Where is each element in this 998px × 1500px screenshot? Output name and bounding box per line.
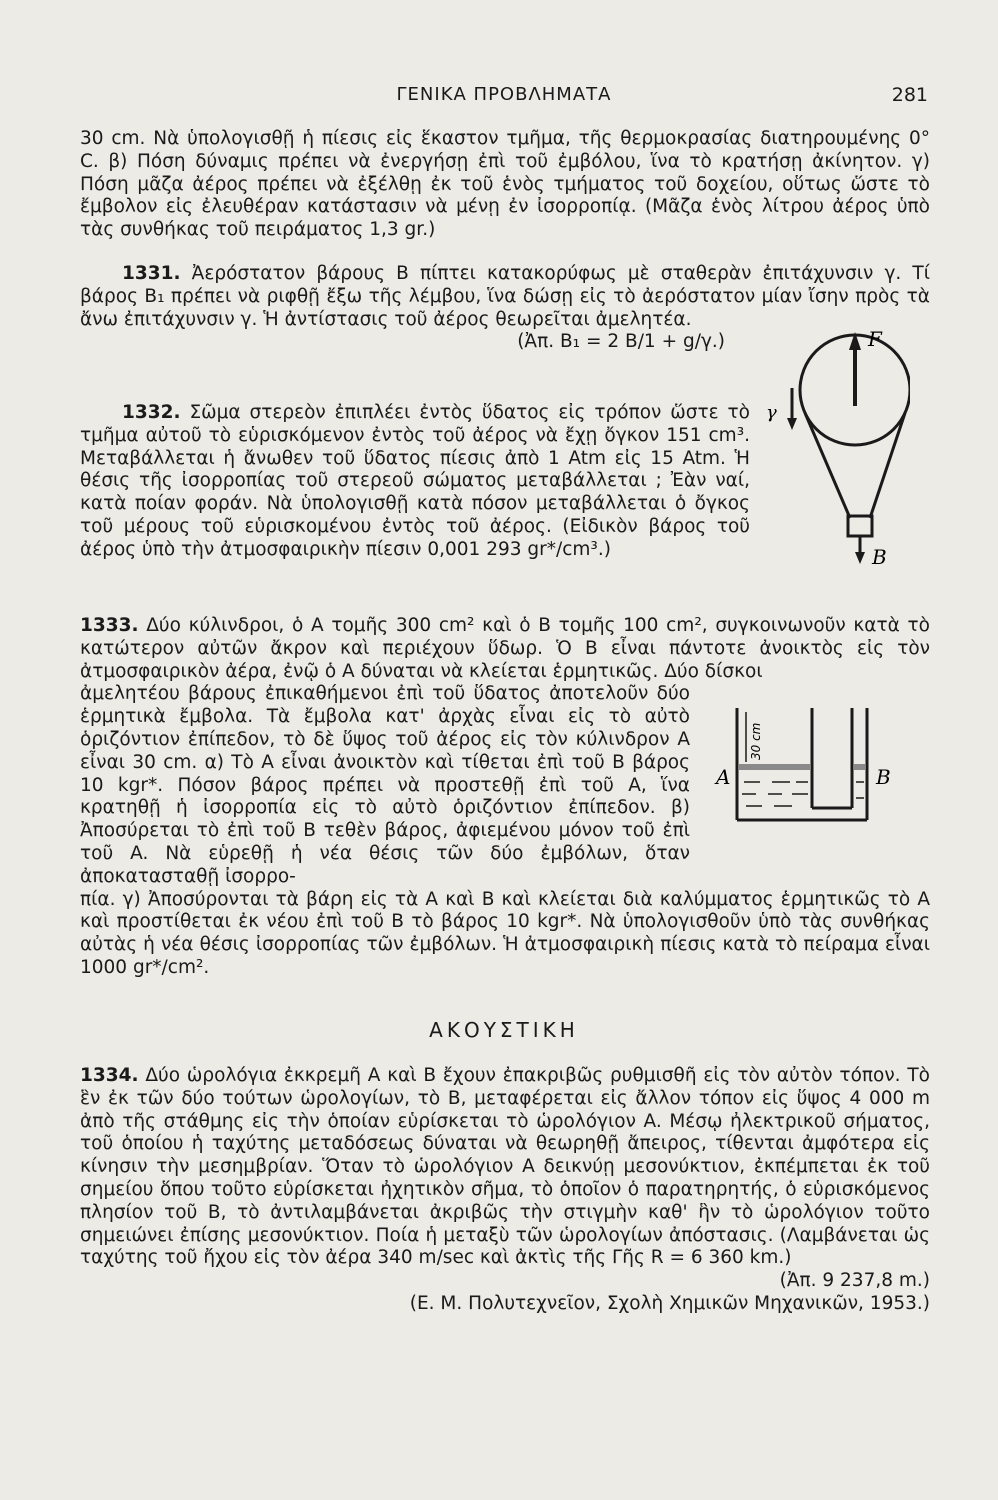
section-title: ΑΚΟΥΣΤΙΚΗ bbox=[429, 1018, 579, 1042]
cylinders-figure bbox=[712, 700, 912, 850]
water-lines bbox=[742, 782, 864, 806]
force-label: F bbox=[868, 327, 882, 351]
problem-number: 1334. bbox=[80, 1065, 139, 1086]
label-a: A bbox=[716, 765, 731, 789]
problem-1333-paragraph-bottom: πία. γ) Ἀποσύρονται τὰ βάρη εἰς τὰ A καὶ B καὶ κλείεται διὰ καλύμματος ἑρμητικῶς τὸ A καὶ προστίθεται ἐκ νέου ἐπὶ τοῦ B τὸ βάρος 10 kgr*. Νὰ ὑπολογισθοῦν ὑπὸ τὰς συνθήκας αὐτὰς ἡ νέα θέσις ἰσορροπίας τῶν ἐμβόλων. Ἡ ἀτμοσφαιρικὴ πίεσις κατὰ τὸ πείραμα εἶναι 1000 gr*/cm². bbox=[80, 888, 930, 978]
rope-left bbox=[805, 413, 850, 518]
piston-a bbox=[739, 764, 810, 770]
problem-1332-paragraph bbox=[80, 402, 750, 562]
problem-1334 bbox=[80, 1065, 930, 1316]
height-label: 30 cm bbox=[749, 722, 763, 760]
weight-arrow-head bbox=[855, 552, 865, 564]
answer: (Ἀπ. 9 237,8 m.) bbox=[779, 1270, 930, 1292]
rope-right bbox=[870, 413, 905, 518]
basket bbox=[848, 516, 872, 536]
page-number: 281 bbox=[891, 84, 928, 106]
continuation-text bbox=[80, 128, 930, 242]
continuation-paragraph: 30 cm. Νὰ ὑπολογισθῇ ἡ πίεσις εἰς ἕκαστον τμῆμα, τῆς θερμοκρασίας διατηρουμένης 0° C. β) Πόση δύναμις πρέπει νὰ ἐνεργήσῃ ἐπὶ τοῦ ἐμβόλου, ἵνα τὸ κρατήσῃ ἀκίνητον. γ) Πόση μᾶζα ἀέρος πρέπει νὰ ἐξέλθῃ ἐκ τοῦ ἑνὸς τμήματος τοῦ δοχείου, οὕτως ὥστε τὸ ἔμβολον εἰς ἐλευθέραν κατάστασιν νὰ μένῃ ἐν ἰσορροπίᾳ. (Μᾶζα ἑνὸς λίτρου ἀέρος ὑπὸ τὰς συνθήκας τοῦ πειράματος 1,3 gr.) bbox=[80, 128, 930, 241]
answer: (Ἀπ. B₁ = 2 B/1 + g/γ.) bbox=[517, 331, 725, 353]
problem-text: Ἀερόστατον βάρους B πίπτει κατακορύφως μὲ σταθερὰν ἐπιτάχυνσιν γ. Τί βάρος B₁ πρέπει νὰ ριφθῇ ἔξω τῆς λέμβου, ἵνα δώσῃ εἰς τὸ ἀερόστατον μίαν ἴσην πρὸς τὰ ἄνω ἐπιτάχυνσιν γ. Ἡ ἀντίστασις τοῦ ἀέρος θεωρεῖται ἀμελητέα. bbox=[80, 263, 930, 330]
weight-label: B bbox=[872, 545, 887, 569]
problem-1333-paragraph-left: ἀμελητέου βάρους ἐπικαθήμενοι ἐπὶ τοῦ ὕδατος ἀποτελοῦν δύο ἑρμητικὰ ἔμβολα. Τὰ ἔμβολα κατ' ἀρχὰς εἶναι εἰς τὸ αὐτὸ ὁριζόντιον ἐπίπεδον, τὸ δὲ ὕψος τοῦ ἀέρος εἰς τὸν κύλινδρον A εἶναι 30 cm. α) Τὸ A εἶναι ἀνοικτὸν καὶ τίθεται ἐπὶ τοῦ B βάρος 10 kgr*. Πόσον βάρος πρέπει νὰ προστεθῇ ἐπὶ τοῦ A, ἵνα κρατηθῇ ἡ ἰσορροπία εἰς τὸ αὐτὸ ὁριζόντιον ἐπίπεδον. β) Ἀποσύρεται τὸ ἐπὶ τοῦ B τεθὲν βάρος, ἀφιεμένου μόνον τοῦ ἐπὶ τοῦ A. Νὰ εὑρεθῇ ἡ νέα θέσις τῶν δύο ἐμβόλων, ὅταν ἀποκατασταθῇ ἰσορρο- bbox=[80, 683, 690, 887]
accel-label: γ bbox=[766, 402, 777, 423]
page-header bbox=[80, 84, 928, 112]
problem-1334-paragraph bbox=[80, 1065, 930, 1270]
problem-1332 bbox=[80, 402, 750, 562]
problem-text: Δύο κύλινδροι, ὁ A τομῆς 300 cm² καὶ ὁ B τομῆς 100 cm², συγκοινωνοῦν κατὰ τὸ κατώτερον αὐτῶν ἄκρον καὶ περιέχουν ὕδωρ. Ὁ B εἶναι πάντοτε ἀνοικτὸς εἰς τὸν ἀτμοσφαιρικὸν ἀέρα, ἐνῷ ὁ A δύναται νὰ κλείεται ἑρμητικῶς. Δύο δίσκοι bbox=[80, 615, 930, 682]
problem-text: Σῶμα στερεὸν ἐπιπλέει ἐντὸς ὕδατος εἰς τρόπον ὥστε τὸ τμῆμα αὐτοῦ τὸ εὑρισκόμενον ἐντὸς τοῦ ἀέρος νὰ ἔχῃ ὄγκον 151 cm³. Μεταβάλλεται ἡ ἄνωθεν τοῦ ὕδατος πίεσις ἀπὸ 1 Atm εἰς 15 Atm. Ἡ θέσις τῆς ἰσορροπίας τοῦ στερεοῦ σώματος μεταβάλλεται ; Ἐὰν ναί, κατὰ ποίαν φοράν. Νὰ ὑπολογισθῇ κατὰ πόσον μεταβάλλεται ὁ ὄγκος τοῦ μέρους τοῦ εὑρισκομένου ἐντὸς τοῦ ἀέρος. (Εἰδικὸν βάρος τοῦ ἀέρος ὑπὸ τὴν ἀτμοσφαιρικὴν πίεσιν 0,001 293 gr*/cm³.) bbox=[80, 402, 750, 560]
problem-number: 1332. bbox=[122, 402, 181, 423]
source-citation: (Ε. Μ. Πολυτεχνεῖον, Σχολὴ Χημικῶν Μηχανικῶν, 1953.) bbox=[409, 1292, 930, 1314]
problem-number: 1331. bbox=[122, 263, 181, 284]
problem-number: 1333. bbox=[80, 615, 139, 636]
label-b: B bbox=[876, 765, 891, 789]
balloon-figure bbox=[760, 318, 910, 588]
piston-b bbox=[854, 764, 865, 770]
problem-1333-paragraph-top bbox=[80, 615, 930, 683]
running-head: ΓΕΝΙΚΑ ΠΡΟΒΛΗΜΑΤΑ bbox=[396, 84, 612, 105]
problem-text: Δύο ὡρολόγια ἐκκρεμῆ A καὶ B ἔχουν ἐπακριβῶς ρυθμισθῆ εἰς τὸν αὐτὸν τόπον. Τὸ ἓν ἐκ τῶν δύο τούτων ὡρολογίων, τὸ B, μεταφέρεται εἰς ἄλλον τόπον εἰς ὕψος 4 000 m ἀπὸ τῆς στάθμης εἰς τὴν ὁποίαν εὑρίσκεται τὸ ὡρολόγιον A. Μέσῳ ἠλεκτρικοῦ σήματος, τοῦ ὁποίου ἡ ταχύτης μεταδόσεως δύναται νὰ θεωρηθῇ ἄπειρος, τίθενται ἀμφότερα εἰς κίνησιν τὴν μεσημβρίαν. Ὅταν τὸ ὡρολόγιον A δεικνύῃ μεσονύκτιον, ἐκπέμπεται ἐκ τοῦ σημείου ὅπου τοῦτο εὑρίσκεται ἠχητικὸν σῆμα, τὸ ὁποῖον ὁ παρατηρητής, ὁ εὑρισκόμενος πλησίον τοῦ B, τὸ ἀντιλαμβάνεται ἀκριβῶς τὴν στιγμὴν καθ' ἣν τὸ ὡρολόγιον τοῦτο σημειώνει ἐπίσης μεσονύκτιον. Ποία ἡ μεταξὺ τῶν ὡρολογίων ἀπόστασις. (Λαμβάνεται ὡς ταχύτης τοῦ ἤχου εἰς τὸν ἀέρα 340 m/sec καὶ ἀκτὶς τῆς Γῆς R = 6 360 km.) bbox=[80, 1065, 930, 1269]
accel-arrow-head bbox=[787, 418, 797, 430]
